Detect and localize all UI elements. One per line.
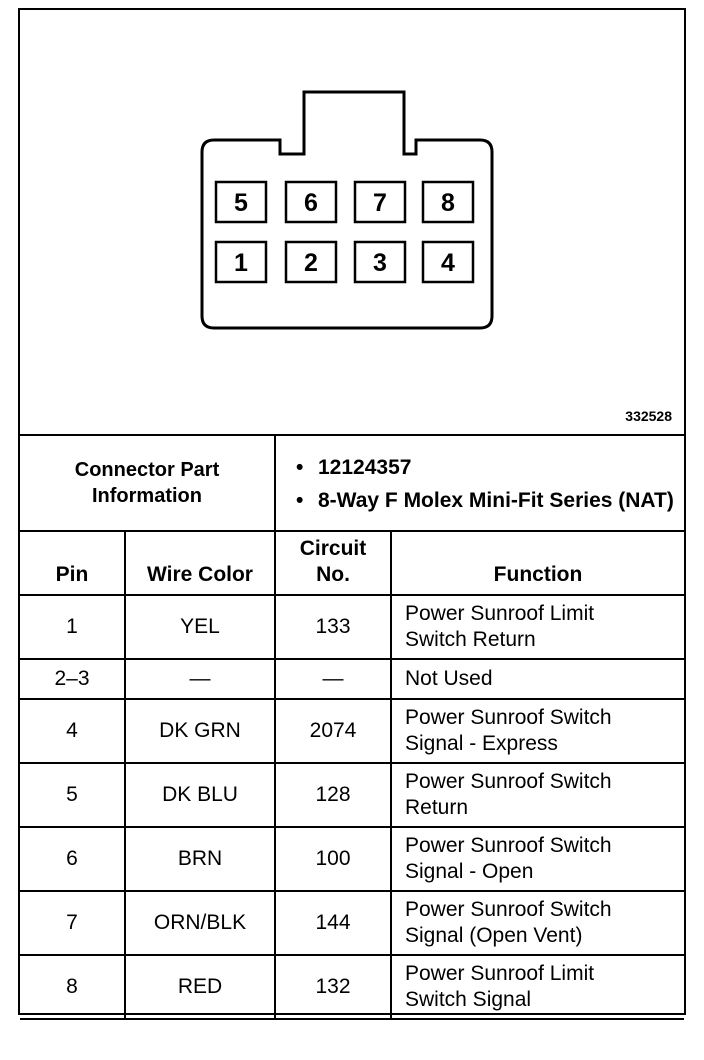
- info-label-line2: Information: [92, 485, 202, 507]
- function-cell: [391, 891, 684, 955]
- function-line2: Signal - Express: [405, 732, 558, 755]
- pin-number-label: 3: [373, 249, 387, 277]
- table-row: [20, 659, 684, 699]
- pin-number-label: 1: [234, 249, 248, 277]
- wire-color-cell: RED: [125, 955, 275, 1019]
- pin-number-label: 6: [304, 189, 318, 217]
- function-line1: Power Sunroof Switch: [405, 834, 612, 857]
- function-cell: [391, 595, 684, 659]
- pin-number-label: 7: [373, 189, 387, 217]
- connector-info-row: [20, 435, 684, 531]
- connector-diagram: [20, 10, 684, 434]
- part-number: • 12124357: [318, 454, 684, 481]
- function-cell: [391, 763, 684, 827]
- circuit-cell: 132: [275, 955, 391, 1019]
- wire-color-cell: YEL: [125, 595, 275, 659]
- circuit-cell: 2074: [275, 699, 391, 763]
- function-line2: Switch Return: [405, 628, 536, 651]
- function-line1: Not Used: [405, 667, 493, 690]
- function-line1: Power Sunroof Limit: [405, 962, 595, 985]
- connector-info-label: [20, 435, 275, 531]
- pin-number-label: 8: [441, 189, 455, 217]
- figure-number: 332528: [625, 408, 672, 424]
- pin-cell: 1: [20, 595, 125, 659]
- circuit-cell: 128: [275, 763, 391, 827]
- wire-color-cell: —: [125, 659, 275, 699]
- function-cell: [391, 699, 684, 763]
- circuit-cell: —: [275, 659, 391, 699]
- function-cell: [391, 659, 684, 699]
- wire-color-cell: ORN/BLK: [125, 891, 275, 955]
- pin-cell: 4: [20, 699, 125, 763]
- function-line2: Signal (Open Vent): [405, 924, 583, 947]
- header-circuit: [275, 531, 391, 595]
- connector-info-values: [275, 435, 684, 531]
- connector-sheet: [18, 8, 686, 1015]
- pin-cell: 5: [20, 763, 125, 827]
- header-pin: Pin: [20, 531, 125, 595]
- pin-cell: 2–3: [20, 659, 125, 699]
- connector-description: • 8-Way F Molex Mini-Fit Series (NAT): [318, 487, 684, 514]
- table-row: [20, 595, 684, 659]
- wire-color-cell: DK GRN: [125, 699, 275, 763]
- table-row: [20, 891, 684, 955]
- function-line2: Return: [405, 796, 469, 819]
- pin-cell: 8: [20, 955, 125, 1019]
- header-wire-color: Wire Color: [125, 531, 275, 595]
- wire-color-cell: BRN: [125, 827, 275, 891]
- info-label-line1: Connector Part: [74, 459, 220, 481]
- circuit-cell: 100: [275, 827, 391, 891]
- function-line1: Power Sunroof Switch: [405, 706, 612, 729]
- header-function: Function: [391, 531, 684, 595]
- circuit-cell: 144: [275, 891, 391, 955]
- pin-cell: 7: [20, 891, 125, 955]
- function-line1: Power Sunroof Switch: [405, 898, 612, 921]
- pinout-table: [20, 434, 684, 1020]
- connector-face-drawing: [20, 10, 684, 434]
- table-row: [20, 955, 684, 1019]
- function-line1: Power Sunroof Limit: [405, 602, 595, 625]
- pin-number-label: 2: [304, 249, 318, 277]
- header-circuit-line2: No.: [316, 563, 350, 586]
- header-circuit-line1: Circuit: [299, 537, 367, 560]
- table-row: [20, 763, 684, 827]
- function-cell: [391, 955, 684, 1019]
- function-line2: Switch Signal: [405, 988, 532, 1011]
- wire-color-cell: DK BLU: [125, 763, 275, 827]
- pin-cell: 6: [20, 827, 125, 891]
- header-row: [20, 531, 684, 595]
- table-row: [20, 699, 684, 763]
- function-line1: Power Sunroof Switch: [405, 770, 612, 793]
- pin-number-label: 5: [234, 189, 248, 217]
- function-line2: Signal - Open: [405, 860, 534, 883]
- pin-number-label: 4: [441, 249, 455, 277]
- circuit-cell: 133: [275, 595, 391, 659]
- table-row: [20, 827, 684, 891]
- function-cell: [391, 827, 684, 891]
